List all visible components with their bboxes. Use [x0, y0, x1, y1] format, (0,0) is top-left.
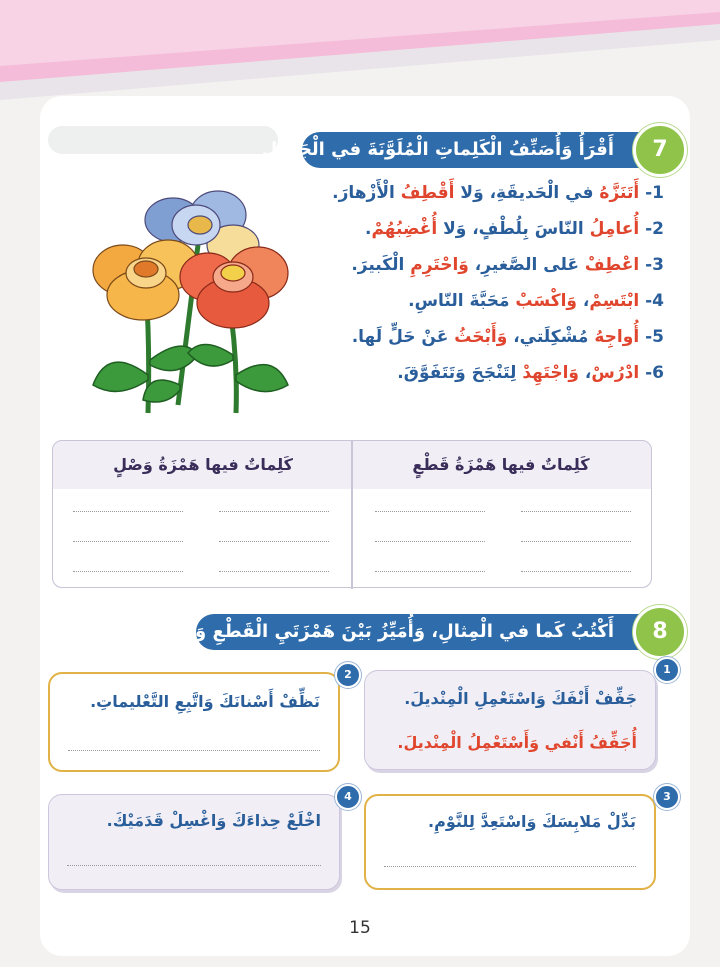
answer-line[interactable] [375, 571, 485, 572]
highlighted-word: اعْطِفْ [584, 255, 640, 275]
answer-line[interactable] [521, 571, 631, 572]
example-box-1 [364, 670, 656, 770]
highlighted-word: وَاكْسَبْ [515, 291, 577, 311]
sentence-number: 6- [645, 363, 664, 383]
flowers-illustration [88, 185, 298, 415]
sentence-text: مَحَبَّةَ النّاسِ. [408, 291, 516, 311]
sentence-number: 2- [645, 219, 664, 239]
sentence-5 [304, 319, 664, 355]
sentence-2 [304, 211, 664, 247]
answer-line[interactable] [521, 511, 631, 512]
sentence-text: في الْحَديقَةِ، وَلا [454, 183, 600, 203]
item-2-answer-line[interactable] [68, 750, 320, 751]
item-4-answer-line[interactable] [67, 865, 321, 866]
item-3-text: بَدِّلْ مَلابِسَكَ وَاسْتَعِدَّ لِلنَّوْمِ. [428, 812, 636, 831]
highlighted-word: أُغْضِبُهُمْ [371, 219, 438, 239]
column-header-hamzat-wasl: كَلِماتٌ فيها هَمْزَةُ وَصْلٍ [113, 455, 293, 474]
highlighted-word: أُواجِهُ [594, 327, 640, 347]
exercise-7-title-text: أَقْرَأُ وَأُصَنِّفُ الْكَلِماتِ الْمُلَوَّنَةَ في الْجَدْوَلِ [261, 139, 614, 160]
sentence-text: ، [577, 291, 590, 311]
item-3-badge: 3 [654, 784, 680, 810]
classification-table [52, 440, 652, 588]
sentence-1 [304, 175, 664, 211]
item-2-badge: 2 [335, 662, 361, 688]
exercise-7-number: 7 [633, 123, 687, 177]
highlighted-word: أُعامِلُ [589, 219, 640, 239]
highlighted-word: وَاحْتَرِمِ [410, 255, 469, 275]
answer-line[interactable] [73, 571, 183, 572]
exercise-7-sentences [304, 175, 664, 391]
sentence-number: 5- [645, 327, 664, 347]
sentence-number: 1- [645, 183, 664, 203]
exercise-box-4 [48, 794, 340, 890]
page-corner-decoration [0, 0, 720, 100]
sentence-text: الْكَبيرَ. [351, 255, 411, 275]
answer-line[interactable] [73, 511, 183, 512]
sentence-text: الْأَزْهارَ. [332, 183, 401, 203]
item-1-answer: أُجَفِّفُ أَنْفي وَأَسْتَعْمِلُ الْمِنْديلَ. [397, 733, 637, 752]
answer-line[interactable] [219, 541, 329, 542]
highlighted-word: ابْتَسِمْ [589, 291, 640, 311]
answer-line[interactable] [375, 511, 485, 512]
sentence-text: لِتَنْجَحَ وَتَتَفَوَّقَ. [397, 363, 523, 383]
highlighted-word: أَتَنَزَّهُ [599, 183, 640, 203]
sentence-number: 4- [645, 291, 664, 311]
sentence-text: ، [578, 363, 592, 383]
answer-line[interactable] [219, 511, 329, 512]
answer-line[interactable] [219, 571, 329, 572]
highlighted-word: ادْرُسْ [591, 363, 640, 383]
show-through-bar [48, 126, 278, 154]
sentence-number: 3- [645, 255, 664, 275]
sentence-text: . [365, 219, 372, 239]
item-1-text: جَفِّفْ أَنْفَكَ وَاسْتَعْمِلِ الْمِنْديلَ. [404, 689, 637, 708]
highlighted-word: وَأَبْحَثُ [454, 327, 508, 347]
highlighted-word: أَقْطِفُ [400, 183, 455, 203]
sentence-text: النّاسَ بِلُطْفٍ، وَلا [437, 219, 590, 239]
item-2-text: نَظِّفْ أَسْنانَكَ وَاتَّبِعِ التَّعْليماتِ. [90, 692, 320, 711]
item-1-badge: 1 [654, 657, 680, 683]
exercise-8-title [137, 614, 674, 650]
answer-line[interactable] [521, 541, 631, 542]
exercise-7-title [261, 132, 674, 168]
exercise-8-number: 8 [633, 605, 687, 659]
sentence-3 [304, 247, 664, 283]
answer-line[interactable] [73, 541, 183, 542]
sentence-text: مُشْكِلَتي، [507, 327, 595, 347]
table-divider [351, 441, 353, 589]
sentence-6 [304, 355, 664, 391]
page-number: 15 [349, 918, 371, 938]
column-header-hamzat-qat: كَلِماتٌ فيها هَمْزَةُ قَطْعٍ [412, 455, 590, 474]
exercise-box-3 [364, 794, 656, 890]
highlighted-word: وَاجْتَهِدْ [522, 363, 579, 383]
sentence-text: عَلى الصَّغيرِ، [468, 255, 585, 275]
sentence-4 [304, 283, 664, 319]
exercise-8-title-text: أَكْتُبُ كَما في الْمِثالِ، وَأُمَيِّزُ بَيْنَ هَمْزَتَيِ الْقَطْعِ وَالْوَصْلِ [137, 621, 614, 642]
exercise-box-2 [48, 672, 340, 772]
answer-line[interactable] [375, 541, 485, 542]
item-4-text: اخْلَعْ حِذاءَكَ وَاغْسِلْ قَدَمَيْكَ. [106, 811, 321, 830]
sentence-text: عَنْ حَلٍّ لَها. [351, 327, 455, 347]
item-3-answer-line[interactable] [384, 866, 636, 867]
item-4-badge: 4 [335, 784, 361, 810]
